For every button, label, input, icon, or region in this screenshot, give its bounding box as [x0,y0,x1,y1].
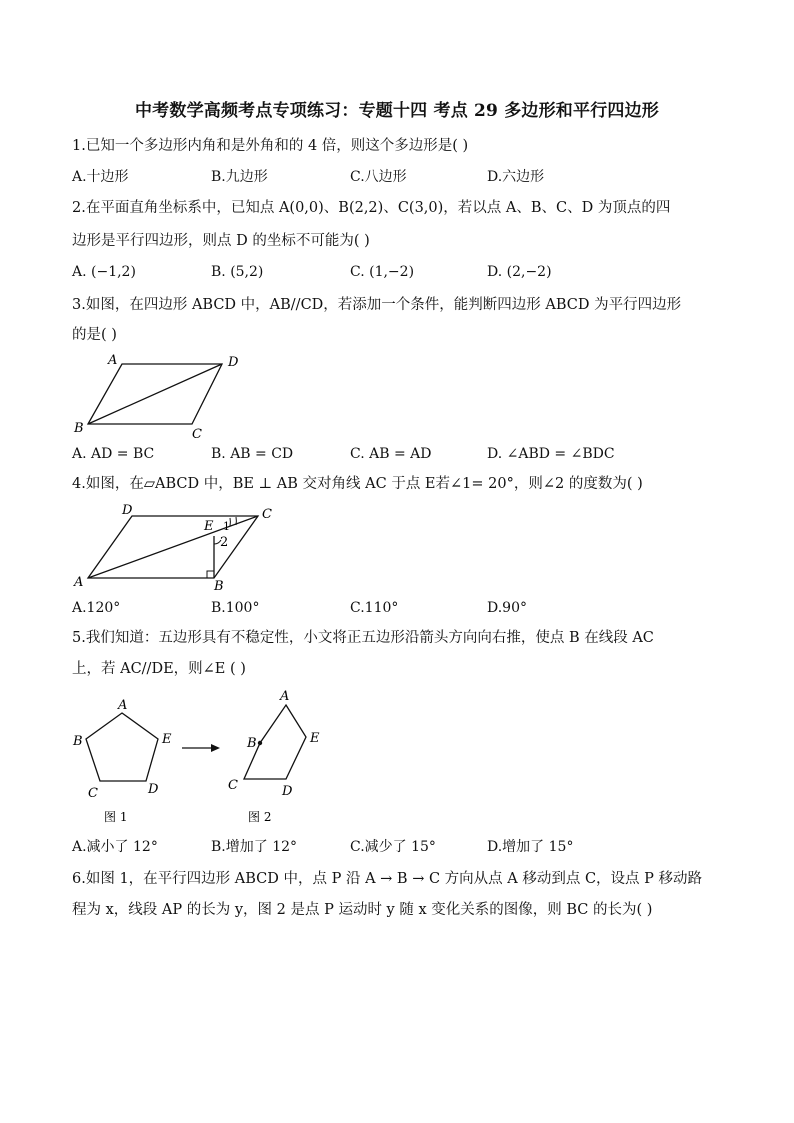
question-2-option-c: C. (1,−2) [350,264,415,280]
push-arrow-head [211,744,220,752]
question-3-stem-line-2: 的是( ) [72,327,117,343]
question-3-option-d: D. ∠ABD = ∠BDC [487,446,615,462]
question-3-option-c: C. AB = AD [350,446,432,462]
page-title: 中考数学高频考点专项练习：专题十四 考点 29 多边形和平行四边形 [134,101,659,121]
label-c: C [262,507,272,522]
question-5-option-c: C.减少了 15° [350,839,436,855]
question-6-stem-line-2: 程为 x，线段 AP 的长为 y，图 2 是点 P 运动时 y 随 x 变化关系的图像，则 BC 的长为( ) [72,902,653,918]
question-3-option-a: A. AD = BC [72,446,155,462]
question-6-stem-line-1: 6.如图 1，在平行四边形 ABCD 中，点 P 沿 A → B → C 方向从点 A 移动到点 C，设点 P 移动路 [72,871,703,887]
figure-q4-parallelogram [70,500,285,592]
question-5-option-b: B.增加了 12° [211,839,298,855]
label-b: B [74,421,84,436]
question-5-stem-line-2: 上，若 AC//DE，则∠E ( ) [72,661,246,677]
question-1-stem: 1.已知一个多边形内角和是外角和的 4 倍，则这个多边形是( ) [72,138,469,154]
label-b: B [214,579,224,592]
fig1-label-d: D [148,782,159,797]
diagonal-ac [88,516,258,578]
label-d: D [122,503,133,518]
figure-q3-parallelogram [70,350,260,440]
question-3-stem-line-1: 3.如图，在四边形 ABCD 中，AB//CD，若添加一个条件，能判断四边形 ABCD 为平行四边形 [72,297,682,313]
label-c: C [192,427,202,440]
question-2-option-a: A. (−1,2) [72,264,136,280]
diagonal-bd [88,364,222,424]
fig1-label-b: B [73,734,83,749]
fig1-label-a: A [118,698,128,713]
question-2-option-b: B. (5,2) [211,264,264,280]
question-4-option-b: B.100° [211,600,260,616]
fig1-label-c: C [88,786,98,801]
question-5-option-a: A.减小了 12° [72,839,158,855]
fig2-label-d: D [282,784,293,799]
label-a: A [108,353,118,368]
label-angle-2: 2 [220,535,229,550]
caption-figure-2: 图 2 [248,810,272,824]
question-4-option-d: D.90° [487,600,527,616]
label-d: D [228,355,239,370]
fig2-label-c: C [228,778,238,793]
label-e: E [204,519,214,534]
question-3-option-b: B. AB = CD [211,446,294,462]
question-1-option-d: D.六边形 [487,169,545,185]
question-2-option-d: D. (2,−2) [487,264,552,280]
right-angle-mark [207,571,214,578]
question-5-option-d: D.增加了 15° [487,839,574,855]
question-1-option-a: A.十边形 [72,169,129,185]
label-angle-1: 1 [223,520,230,533]
figure-q5-pentagons [70,685,340,830]
question-1-option-b: B.九边形 [211,169,268,185]
question-4-stem: 4.如图，在▱ABCD 中，BE ⊥ AB 交对角线 AC 于点 E若∠1= 20°，则∠2 的度数为( ) [72,476,643,492]
question-2-stem-line-2: 边形是平行四边形，则点 D 的坐标不可能为( ) [72,233,370,249]
question-2-stem-line-1: 2.在平面直角坐标系中，已知点 A(0,0)、B(2,2)、C(3,0)，若以点 A、B、C、D 为顶点的四 [72,200,671,216]
question-1-option-c: C.八边形 [350,169,407,185]
point-b-dot [258,741,262,745]
fig2-label-b: B [247,736,257,751]
regular-pentagon [86,713,158,781]
fig2-label-e: E [310,731,320,746]
caption-figure-1: 图 1 [104,810,128,824]
fig1-label-e: E [162,732,172,747]
fig2-label-a: A [280,689,290,704]
label-a: A [74,575,84,590]
question-4-option-c: C.110° [350,600,399,616]
question-4-option-a: A.120° [72,600,121,616]
question-5-stem-line-1: 5.我们知道：五边形具有不稳定性，小文将正五边形沿箭头方向向右推，使点 B 在线段 AC [72,630,654,646]
